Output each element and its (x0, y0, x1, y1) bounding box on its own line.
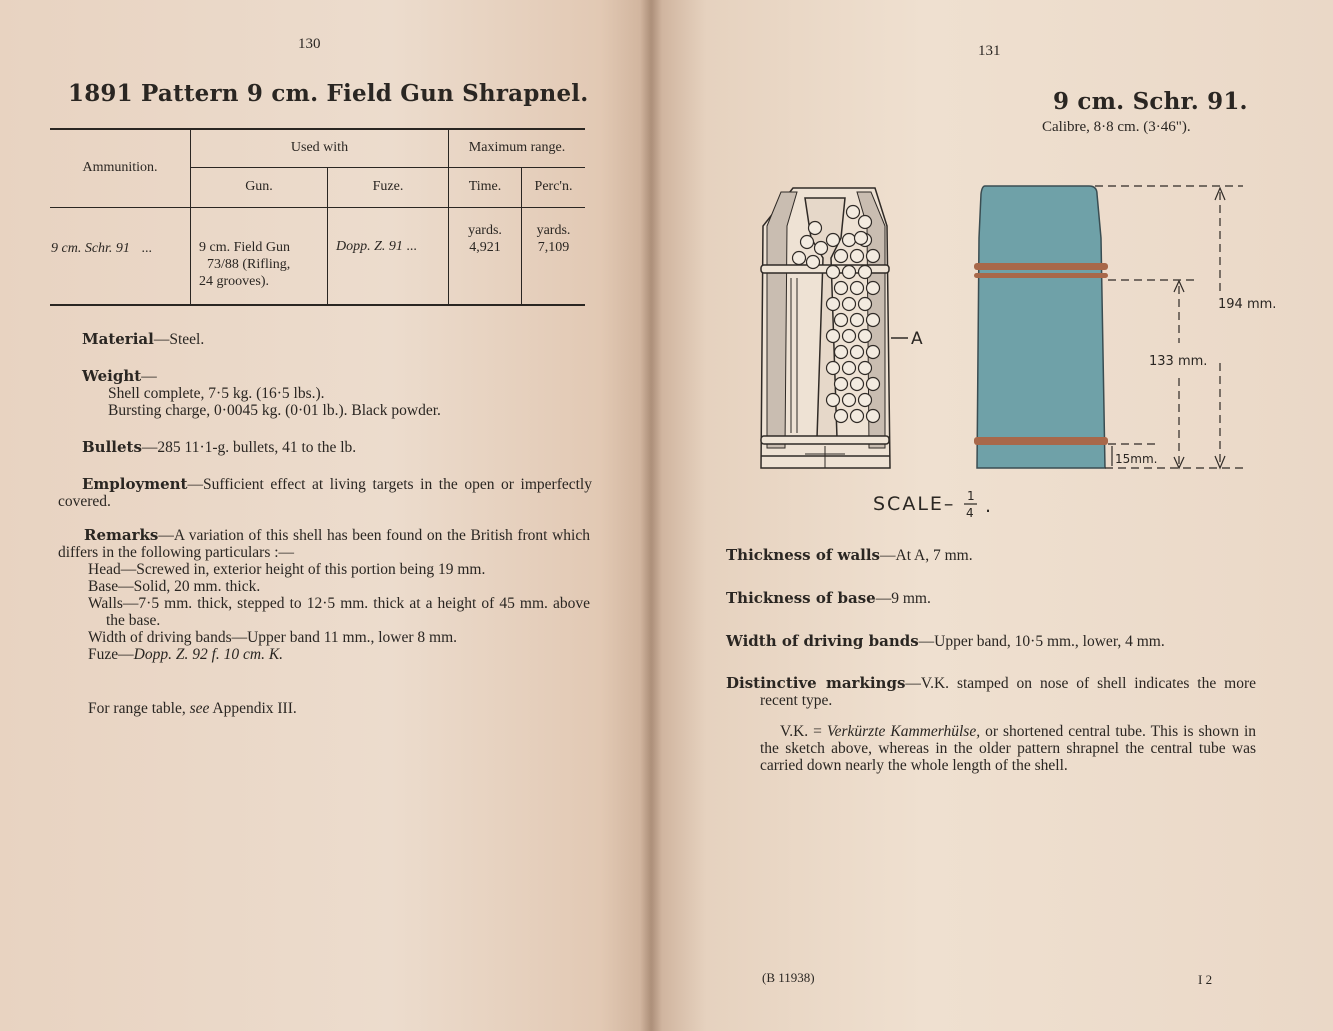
remark-walls: Walls—7·5 mm. thick, stepped to 12·5 mm. thick at a height of 45 mm. above the base. (88, 595, 590, 629)
bullet-ball (827, 394, 840, 407)
weight-section (82, 368, 582, 419)
bullets-section (82, 439, 356, 456)
header-time: Time. (449, 167, 522, 207)
fuze-name: Dopp. Z. 91 (336, 238, 403, 254)
ammunition-table (50, 128, 585, 306)
bullet-ball (851, 250, 864, 263)
bullet-ball (827, 362, 840, 375)
header-percussion: Perc'n. (522, 167, 586, 207)
remark-fuze-value: Dopp. Z. 92 f. 10 cm. K. (133, 646, 284, 663)
dimension-194: 194 mm. (1218, 297, 1277, 312)
bullet-ball (859, 362, 872, 375)
bullet-ball (855, 232, 868, 245)
bullet-ball (835, 282, 848, 295)
bullet-ball (843, 394, 856, 407)
bullet-ball (843, 234, 856, 247)
weight-line: Bursting charge, 0·0045 kg. (0·01 lb.). Black powder. (108, 402, 441, 419)
bullets-heading: Bullets (82, 438, 142, 456)
footer-signature: I 2 (1198, 972, 1213, 987)
bullet-ball (851, 314, 864, 327)
upper-driving-band (974, 273, 1108, 278)
page-number-left: 130 (298, 36, 321, 52)
dimension-lines (1095, 186, 1243, 468)
cell-ammunition (50, 207, 191, 305)
bullet-ball (867, 346, 880, 359)
bullet-ball (843, 298, 856, 311)
gun-line: 9 cm. Field Gun (199, 239, 290, 255)
bands-heading: Width of driving bands (726, 632, 919, 650)
bullet-ball (807, 256, 820, 269)
sectional-drawing (761, 188, 908, 468)
bullet-ball (793, 252, 806, 265)
scale-label: SCALE– (873, 493, 956, 515)
footer-code: (B 11938) (762, 970, 815, 985)
time-value: 4,921 (469, 239, 501, 255)
shell-figure (745, 178, 1285, 528)
bullet-ball (859, 266, 872, 279)
bullet-ball (827, 266, 840, 279)
remarks-heading: Remarks (84, 526, 159, 544)
base-section (726, 590, 1256, 607)
bullet-ball (843, 266, 856, 279)
walls-heading: Thickness of walls (726, 546, 881, 564)
header-fuze: Fuze. (328, 167, 449, 207)
header-maximum-range: Maximum range. (449, 129, 586, 167)
cell-fuze (328, 207, 449, 305)
dimension-arrows (1112, 188, 1225, 468)
left-page (0, 0, 652, 1031)
material-heading: Material (82, 330, 154, 348)
bullet-ball (859, 298, 872, 311)
ammunition-name: 9 cm. Schr. 91 (51, 240, 130, 256)
bullet-ball (867, 410, 880, 423)
markings-heading: Distinctive markings (726, 674, 906, 692)
bullet-ball (851, 410, 864, 423)
bullet-ball (867, 314, 880, 327)
weight-heading: Weight (82, 367, 142, 385)
bullet-ball (859, 394, 872, 407)
base-text: —9 mm. (875, 590, 931, 607)
bullet-ball (851, 282, 864, 295)
range-prefix: For range table, (88, 700, 190, 717)
material-text: —Steel. (153, 331, 205, 348)
calibre-line: Calibre, 8·8 cm. (3·46"). (1042, 119, 1191, 135)
bullet-ball (851, 346, 864, 359)
weight-line: Shell complete, 7·5 kg. (16·5 lbs.). (108, 385, 325, 402)
page-title-left: 1891 Pattern 9 cm. Field Gun Shrapnel. (68, 80, 589, 107)
remark-base: Base—Solid, 20 mm. thick. (88, 578, 261, 595)
remarks-text: —A variation of this shell has been found on the British front which differs in the following particulars :— (58, 527, 590, 561)
employment-text: —Sufficient effect at living targets in the open or imperfectly covered. (58, 476, 592, 510)
cell-gun (191, 207, 328, 305)
remarks-section (58, 527, 590, 663)
material-section (82, 331, 204, 348)
bullet-ball (867, 250, 880, 263)
bullets-text: —285 11·1-g. bullets, 41 to the lb. (141, 439, 357, 456)
gun-line: 73/88 (Rifling, (207, 256, 291, 272)
header-gun: Gun. (191, 167, 328, 207)
vk-italic: Verkürzte Kammerhülse, (826, 723, 981, 740)
range-table-note (88, 700, 297, 717)
markings-section (726, 675, 1256, 709)
bullet-ball (847, 206, 860, 219)
range-suffix: Appendix III. (209, 700, 297, 717)
page-number-right: 131 (978, 43, 1001, 59)
bullet-ball (859, 330, 872, 343)
bullet-ball (801, 236, 814, 249)
employment-heading: Employment (82, 475, 188, 493)
cell-percussion (522, 207, 586, 305)
dimension-15: 15mm. (1115, 452, 1158, 466)
bullet-ball (815, 242, 828, 255)
bullet-ball (835, 314, 848, 327)
bullet-ball (835, 346, 848, 359)
vk-prefix: V.K. = (780, 723, 827, 740)
employment-section (58, 476, 592, 510)
time-unit: yards. (468, 222, 502, 238)
upper-driving-band (974, 263, 1108, 270)
page-title-right: 9 cm. Schr. 91. (1053, 88, 1248, 115)
bullet-ball (809, 222, 822, 235)
bullet-ball (867, 378, 880, 391)
leader-dots: ... (141, 240, 152, 256)
scale-dot: . (985, 495, 992, 517)
bullet-ball (851, 378, 864, 391)
bullet-ball (859, 216, 872, 229)
exterior-drawing (974, 186, 1108, 468)
header-ammunition: Ammunition. (50, 129, 191, 207)
lower-driving-band (974, 437, 1108, 445)
cell-time (449, 207, 522, 305)
book-gutter (640, 0, 662, 1031)
walls-section (726, 547, 1256, 564)
percussion-value: 7,109 (537, 239, 570, 255)
percussion-unit: yards. (536, 222, 571, 238)
bullet-ball (827, 298, 840, 311)
weight-dash: — (141, 368, 157, 385)
gun-line: 24 grooves). (199, 273, 269, 289)
bullet-ball (843, 330, 856, 343)
remark-fuze-label: Fuze— (88, 646, 134, 663)
scale-denominator: 4 (966, 506, 974, 520)
bullet-ball (835, 250, 848, 263)
bullet-ball (827, 330, 840, 343)
scale-numerator: 1 (967, 489, 975, 503)
bullet-ball (867, 282, 880, 295)
bands-section (726, 633, 1256, 650)
header-used-with: Used with (191, 129, 449, 167)
bands-text: —Upper band, 10·5 mm., lower, 4 mm. (918, 633, 1165, 650)
vk-note (760, 723, 1256, 774)
walls-text: —At A, 7 mm. (880, 547, 973, 564)
remark-bands: Width of driving bands—Upper band 11 mm., lower 8 mm. (88, 629, 458, 646)
remark-head: Head—Screwed in, exterior height of this portion being 19 mm. (88, 561, 486, 578)
vk-text: or shortened central tube. This is shown in the sketch above, whereas in the older pattern shrapnel the central tube was carried down nearly the whole length of the shell. (760, 723, 1256, 774)
leader-dots: ... (406, 238, 417, 254)
bullet-ball (843, 362, 856, 375)
bullet-ball (835, 378, 848, 391)
dimension-133: 133 mm. (1149, 354, 1208, 369)
base-heading: Thickness of base (726, 589, 876, 607)
bullet-ball (835, 410, 848, 423)
bullet-ball (827, 234, 840, 247)
markings-text: —V.K. stamped on nose of shell indicates the more recent type. (760, 675, 1257, 709)
label-a: A (911, 329, 923, 349)
range-see: see (189, 700, 210, 717)
